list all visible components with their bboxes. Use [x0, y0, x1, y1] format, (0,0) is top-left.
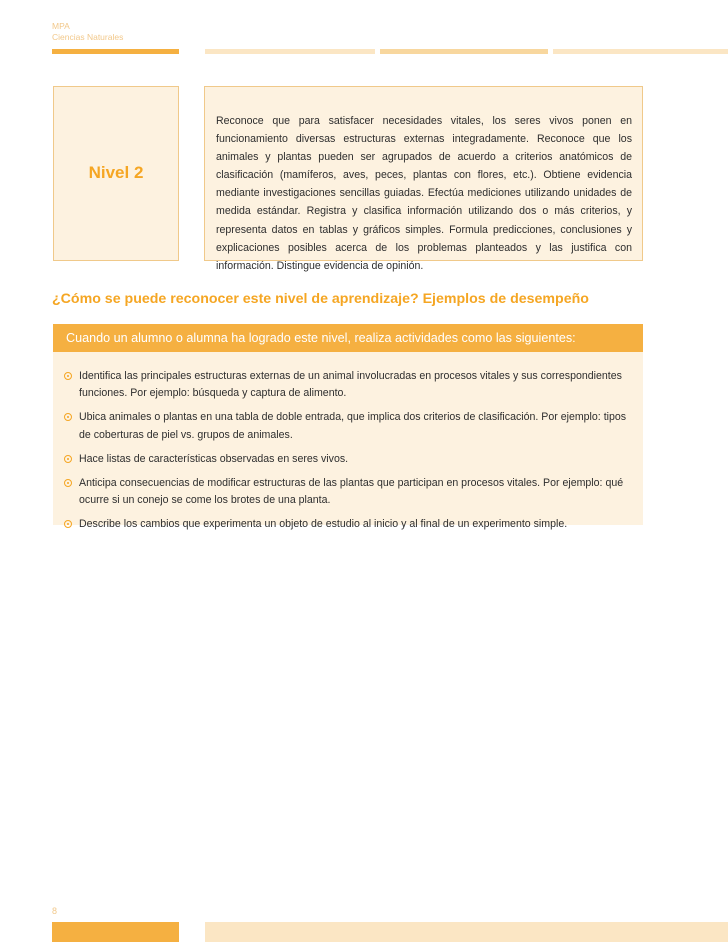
list-item-text: Describe los cambios que experimenta un objeto de estudio al inicio y al final de un experimento simple. — [79, 518, 568, 531]
list-item — [64, 516, 634, 533]
list-item — [64, 409, 634, 443]
list-item — [64, 451, 634, 468]
list-item-text: Hace listas de características observadas en seres vivos. — [79, 452, 349, 465]
header-accent-bar — [52, 49, 179, 54]
level-title: Nivel 2 — [88, 163, 144, 182]
header-subject: Ciencias Naturales — [52, 32, 124, 42]
activities-list — [64, 368, 634, 541]
page-number: 8 — [52, 906, 58, 916]
bullet-icon — [64, 413, 72, 421]
level-description: Reconoce que para satisfacer necesidades vitales, los seres vivos ponen en funcionamiento diversas estructuras externas integradamente. Reconoce que los animales y plantas pueden ser agrupados de acuerdo a criterios anatómicos de clasificación (mamíferos, aves, peces, plantas con flores, etc.). Obtiene evidencia mediante investigaciones sencillas guiadas. Efectúa mediciones utilizando unidades de medida estándar. Registra y clasifica información utilizando dos o más criterios, y representa datos en tablas y gráficos simples. Formula predicciones, conclusiones y explicaciones posibles acerca de los problemas planteados y las justifica con información. Distingue evidencia de opinión. — [216, 115, 632, 272]
header-rule-2 — [380, 49, 548, 54]
footer-rule — [205, 922, 728, 942]
list-item-text: Ubica animales o plantas en una tabla de doble entrada, que implica dos criterios de clasificación. Por ejemplo: tipos de coberturas de piel vs. grupos de animales. — [79, 411, 627, 441]
footer-accent-bar — [52, 922, 179, 942]
header-acronym: MPA — [52, 21, 70, 31]
level-box-divider-right — [204, 86, 205, 261]
list-item-text: Anticipa consecuencias de modificar estructuras de las plantas que participan en procesos vitales. Por ejemplo: qué ocurre si un conejo se come los brotes de una planta. — [79, 477, 624, 507]
list-item — [64, 475, 634, 509]
list-item — [64, 368, 634, 402]
bullet-icon — [64, 479, 72, 487]
level-box-divider — [178, 86, 204, 261]
activities-panel-header-text: Cuando un alumno o alumna ha logrado este nivel, realiza actividades como las siguientes: — [66, 331, 576, 345]
bullet-icon — [64, 455, 72, 463]
section-title: ¿Cómo se puede reconocer este nivel de aprendizaje? Ejemplos de desempeño — [52, 291, 589, 307]
bullet-icon — [64, 520, 72, 528]
header-rule-1 — [205, 49, 375, 54]
header-rule-3 — [553, 49, 728, 54]
bullet-icon — [64, 372, 72, 380]
list-item-text: Identifica las principales estructuras externas de un animal involucradas en procesos vitales y sus correspondientes funciones. Por ejemplo: búsqueda y captura de alimento. — [79, 370, 622, 400]
